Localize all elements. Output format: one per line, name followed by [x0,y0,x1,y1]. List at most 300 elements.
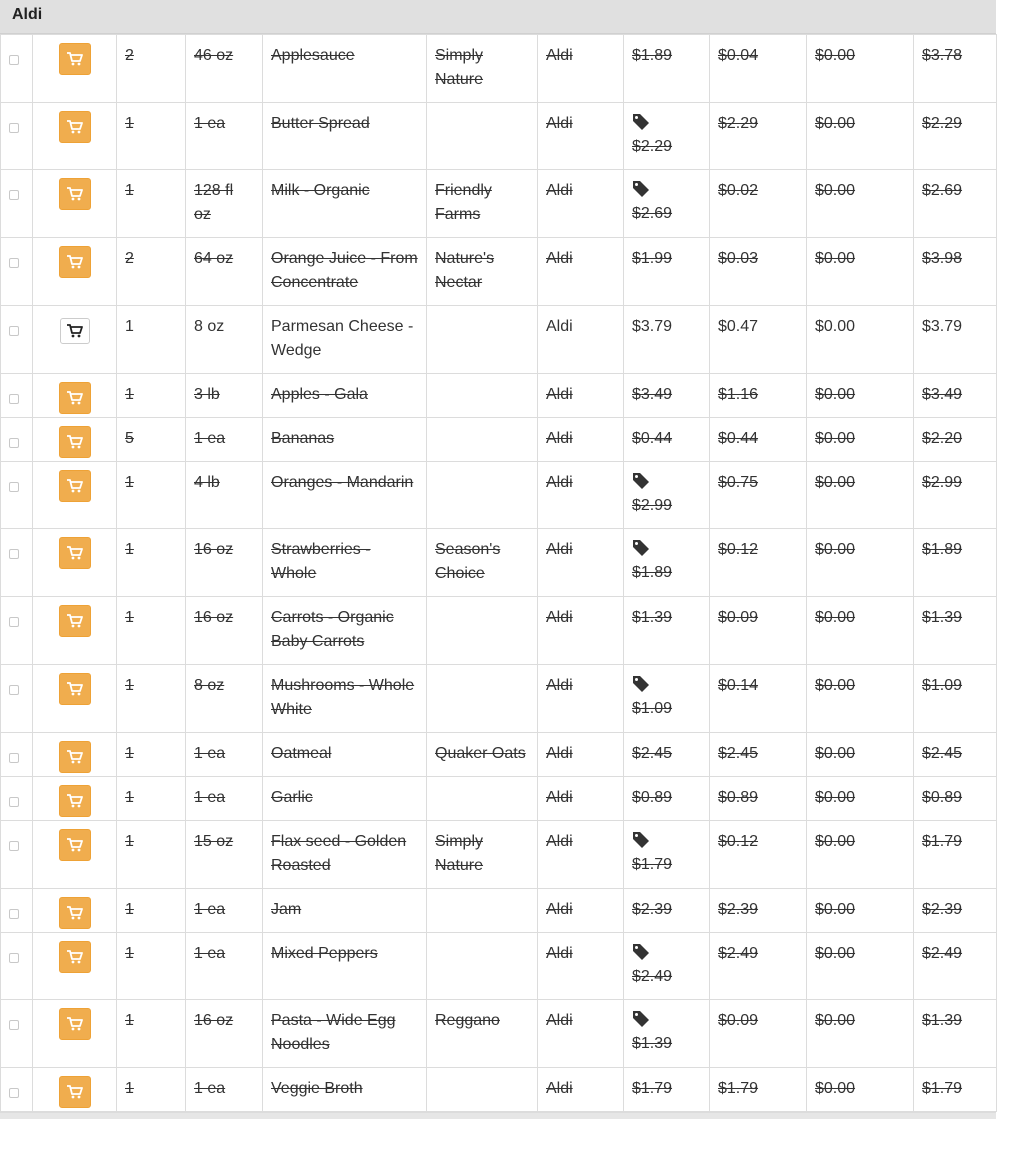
item-name: Carrots - Organic Baby Carrots [271,609,394,650]
size: 4 lb [194,474,220,491]
quantity-cell [117,1000,186,1068]
item-name-cell [263,733,427,777]
discount-cell [807,665,914,733]
unit-price: $0.47 [718,318,759,335]
discount-cell [807,35,914,103]
cart-cell [33,933,117,1000]
table-row [1,597,997,665]
unit-price-cell [710,529,807,597]
price-cell [624,35,710,103]
table-row [1,821,997,889]
brand-cell [427,103,538,170]
size: 128 fl oz [194,182,234,223]
price-cell [624,933,710,1000]
discount: $0.00 [815,115,856,132]
select-cell [1,529,33,597]
price-cell [624,777,710,821]
price-cell [624,170,710,238]
item-name: Strawberries - Whole [271,541,371,582]
checkbox-icon[interactable] [9,55,19,65]
price: $1.89 [632,47,673,64]
price-cell [624,821,710,889]
cart-cell [33,777,117,821]
add-to-cart-button[interactable] [59,382,91,414]
item-name-cell [263,665,427,733]
unit-price: $1.16 [718,386,759,403]
quantity-cell [117,306,186,374]
price-cell [624,238,710,306]
unit-price: $0.02 [718,182,759,199]
checkbox-icon[interactable] [9,549,19,559]
total: $2.99 [922,474,963,491]
unit-price: $2.45 [718,745,759,762]
size: 1 ea [194,1080,226,1097]
size-cell [186,1000,263,1068]
quantity: 1 [125,318,134,335]
price-tag-icon [632,830,701,853]
brand: Season's Choice [435,541,501,582]
size-cell [186,170,263,238]
select-cell [1,733,33,777]
unit-price: $0.09 [718,609,759,626]
brand-cell [427,889,538,933]
store-name-cell [538,777,624,821]
total: $2.49 [922,945,963,962]
price: $0.44 [632,430,673,447]
brand-cell [427,306,538,374]
discount-cell [807,529,914,597]
size: 1 ea [194,789,226,806]
select-cell [1,1000,33,1068]
brand-cell [427,1000,538,1068]
quantity-cell [117,665,186,733]
discount: $0.00 [815,745,856,762]
total-cell [914,933,997,1000]
total-cell [914,103,997,170]
item-name: Mixed Peppers [271,945,378,962]
unit-price: $0.14 [718,677,759,694]
item-name: Butter Spread [271,115,370,132]
checkbox-icon[interactable] [9,258,19,268]
select-cell [1,170,33,238]
checkbox-icon[interactable] [9,685,19,695]
discount-cell [807,1000,914,1068]
total: $3.98 [922,250,963,267]
unit-price-cell [710,374,807,418]
brand: Friendly Farms [435,182,492,223]
brand: Nature's Nectar [435,250,495,291]
total-cell [914,1068,997,1112]
discount-cell [807,238,914,306]
table-row [1,933,997,1000]
select-cell [1,777,33,821]
store-name-cell [538,1000,624,1068]
item-name-cell [263,1068,427,1112]
price-cell [624,733,710,777]
store-name-cell [538,238,624,306]
price: $1.39 [632,1035,673,1052]
add-to-cart-button[interactable] [59,178,91,210]
unit-price-cell [710,733,807,777]
unit-price: $0.09 [718,1012,759,1029]
total: $1.09 [922,677,963,694]
discount-cell [807,1068,914,1112]
select-cell [1,418,33,462]
total: $2.20 [922,430,963,447]
table-row [1,733,997,777]
cart-cell [33,374,117,418]
unit-price: $0.89 [718,789,759,806]
total: $1.39 [922,1012,963,1029]
select-cell [1,103,33,170]
select-cell [1,306,33,374]
select-cell [1,597,33,665]
add-to-cart-button[interactable] [59,741,91,773]
add-to-cart-button[interactable] [59,426,91,458]
cart-cell [33,889,117,933]
quantity: 1 [125,386,134,403]
total-cell [914,1000,997,1068]
total: $1.79 [922,1080,963,1097]
discount: $0.00 [815,1080,856,1097]
price-cell [624,306,710,374]
brand-cell [427,462,538,529]
unit-price-cell [710,665,807,733]
add-to-cart-button[interactable] [59,605,91,637]
size-cell [186,103,263,170]
item-name-cell [263,238,427,306]
checkbox-icon[interactable] [9,482,19,492]
add-to-cart-button[interactable] [60,318,90,344]
store-name: Aldi [546,386,573,403]
item-name: Applesauce [271,47,355,64]
store-name-cell [538,821,624,889]
size-cell [186,597,263,665]
unit-price: $2.39 [718,901,759,918]
unit-price-cell [710,1000,807,1068]
size-cell [186,35,263,103]
total: $2.69 [922,182,963,199]
quantity-cell [117,933,186,1000]
discount: $0.00 [815,609,856,626]
total-cell [914,238,997,306]
add-to-cart-button[interactable] [59,897,91,929]
store-name: Aldi [546,250,573,267]
quantity: 2 [125,250,134,267]
unit-price: $0.03 [718,250,759,267]
item-name-cell [263,821,427,889]
quantity: 1 [125,474,134,491]
store-name-cell [538,889,624,933]
quantity: 1 [125,1080,134,1097]
quantity-cell [117,374,186,418]
checkbox-icon[interactable] [9,753,19,763]
cart-cell [33,418,117,462]
item-name-cell [263,170,427,238]
select-cell [1,1068,33,1112]
unit-price-cell [710,821,807,889]
quantity: 1 [125,182,134,199]
store-name: Aldi [546,901,573,918]
size-cell [186,889,263,933]
item-name-cell [263,462,427,529]
price: $1.39 [632,609,673,626]
item-name-cell [263,1000,427,1068]
unit-price-cell [710,35,807,103]
table-row [1,1000,997,1068]
price-cell [624,597,710,665]
total-cell [914,777,997,821]
size: 15 oz [194,833,234,850]
size: 8 oz [194,318,225,335]
select-cell [1,374,33,418]
cart-cell [33,170,117,238]
brand-cell [427,35,538,103]
table-row [1,1068,997,1112]
discount: $0.00 [815,833,856,850]
quantity: 1 [125,833,134,850]
quantity-cell [117,418,186,462]
size-cell [186,418,263,462]
store-name: Aldi [546,182,573,199]
table-row [1,374,997,418]
brand-cell [427,733,538,777]
brand: Reggano [435,1012,500,1029]
store-name-cell [538,597,624,665]
item-name-cell [263,418,427,462]
total-cell [914,35,997,103]
checkbox-icon[interactable] [9,953,19,963]
quantity-cell [117,529,186,597]
total-cell [914,374,997,418]
total-cell [914,597,997,665]
item-name-cell [263,597,427,665]
quantity-cell [117,597,186,665]
cart-cell [33,462,117,529]
select-cell [1,933,33,1000]
size-cell [186,933,263,1000]
checkbox-icon[interactable] [9,909,19,919]
size-cell [186,733,263,777]
total-cell [914,418,997,462]
unit-price: $2.49 [718,945,759,962]
select-cell [1,821,33,889]
price-tag-icon [632,538,701,561]
unit-price: $0.44 [718,430,759,447]
size-cell [186,306,263,374]
item-name: Milk - Organic [271,182,370,199]
size: 16 oz [194,541,234,558]
discount: $0.00 [815,901,856,918]
table-row [1,418,997,462]
store-name-cell [538,306,624,374]
price: $1.79 [632,856,673,873]
cart-cell [33,665,117,733]
brand-cell [427,933,538,1000]
brand-cell [427,821,538,889]
table-row [1,35,997,103]
table-footer-bar [0,1112,996,1119]
size: 8 oz [194,677,225,694]
checkbox-icon[interactable] [9,841,19,851]
unit-price-cell [710,306,807,374]
store-header: Aldi [0,0,996,34]
size: 1 ea [194,745,226,762]
store-name: Aldi [546,541,573,558]
price-cell [624,1000,710,1068]
store-name: Aldi [546,474,573,491]
add-to-cart-button[interactable] [59,43,91,75]
price-cell [624,889,710,933]
add-to-cart-button[interactable] [59,111,91,143]
price-cell [624,665,710,733]
brand: Quaker Oats [435,745,526,762]
select-cell [1,462,33,529]
add-to-cart-button[interactable] [59,537,91,569]
price: $3.49 [632,386,673,403]
discount-cell [807,103,914,170]
add-to-cart-button[interactable] [59,1076,91,1108]
store-name: Aldi [546,1012,573,1029]
brand-cell [427,418,538,462]
quantity-cell [117,35,186,103]
total-cell [914,665,997,733]
unit-price-cell [710,1068,807,1112]
select-cell [1,35,33,103]
size-cell [186,529,263,597]
item-name: Bananas [271,430,335,447]
checkbox-icon[interactable] [9,326,19,336]
discount-cell [807,597,914,665]
size-cell [186,462,263,529]
table-row [1,665,997,733]
brand-cell [427,529,538,597]
add-to-cart-button[interactable] [59,246,91,278]
checkbox-icon[interactable] [9,797,19,807]
store-name: Aldi [546,745,573,762]
unit-price-cell [710,889,807,933]
add-to-cart-button[interactable] [59,470,91,502]
select-cell [1,665,33,733]
checkbox-icon[interactable] [9,1020,19,1030]
store-name-cell [538,462,624,529]
quantity: 1 [125,541,134,558]
quantity-cell [117,238,186,306]
discount: $0.00 [815,945,856,962]
total-cell [914,733,997,777]
price-tag-icon [632,674,701,697]
discount-cell [807,933,914,1000]
quantity-cell [117,170,186,238]
discount-cell [807,170,914,238]
store-name: Aldi [546,677,573,694]
table-row [1,777,997,821]
discount: $0.00 [815,386,856,403]
unit-price-cell [710,238,807,306]
size-cell [186,777,263,821]
item-name: Apples - Gala [271,386,368,403]
quantity-cell [117,462,186,529]
table-row [1,889,997,933]
store-name-cell [538,665,624,733]
item-name-cell [263,103,427,170]
item-name: Flax seed - Golden Roasted [271,833,407,874]
price: $1.99 [632,250,673,267]
table-row [1,306,997,374]
quantity-cell [117,1068,186,1112]
unit-price: $1.79 [718,1080,759,1097]
size: 1 ea [194,945,226,962]
price: $2.45 [632,745,673,762]
unit-price-cell [710,170,807,238]
quantity-cell [117,733,186,777]
discount-cell [807,418,914,462]
size-cell [186,665,263,733]
size-cell [186,821,263,889]
cart-cell [33,733,117,777]
brand-cell [427,374,538,418]
item-name: Jam [271,901,302,918]
size: 1 ea [194,901,226,918]
item-name-cell [263,35,427,103]
checkbox-icon[interactable] [9,123,19,133]
checkbox-icon[interactable] [9,617,19,627]
checkbox-icon[interactable] [9,438,19,448]
add-to-cart-button[interactable] [59,829,91,861]
discount: $0.00 [815,1012,856,1029]
discount: $0.00 [815,430,856,447]
cart-cell [33,529,117,597]
price-cell [624,103,710,170]
total-cell [914,170,997,238]
cart-cell [33,597,117,665]
unit-price-cell [710,462,807,529]
add-to-cart-button[interactable] [59,941,91,973]
cart-cell [33,306,117,374]
size-cell [186,1068,263,1112]
add-to-cart-button[interactable] [59,785,91,817]
unit-price: $2.29 [718,115,759,132]
checkbox-icon[interactable] [9,394,19,404]
price: $2.99 [632,497,673,514]
item-name-cell [263,933,427,1000]
add-to-cart-button[interactable] [59,1008,91,1040]
item-name-cell [263,374,427,418]
table-row [1,170,997,238]
price: $2.39 [632,901,673,918]
size-cell [186,374,263,418]
discount: $0.00 [815,677,856,694]
quantity: 1 [125,745,134,762]
price: $1.89 [632,564,673,581]
add-to-cart-button[interactable] [59,673,91,705]
checkbox-icon[interactable] [9,1088,19,1098]
size: 16 oz [194,1012,234,1029]
store-name-cell [538,35,624,103]
store-name-cell [538,733,624,777]
cart-cell [33,821,117,889]
quantity-cell [117,821,186,889]
item-name: Parmesan Cheese - Wedge [271,318,414,359]
store-name: Aldi [546,1080,573,1097]
quantity: 1 [125,115,134,132]
checkbox-icon[interactable] [9,190,19,200]
discount: $0.00 [815,789,856,806]
store-name-cell [538,933,624,1000]
store-name: Aldi [546,318,573,335]
store-name-cell [538,1068,624,1112]
total: $2.45 [922,745,963,762]
